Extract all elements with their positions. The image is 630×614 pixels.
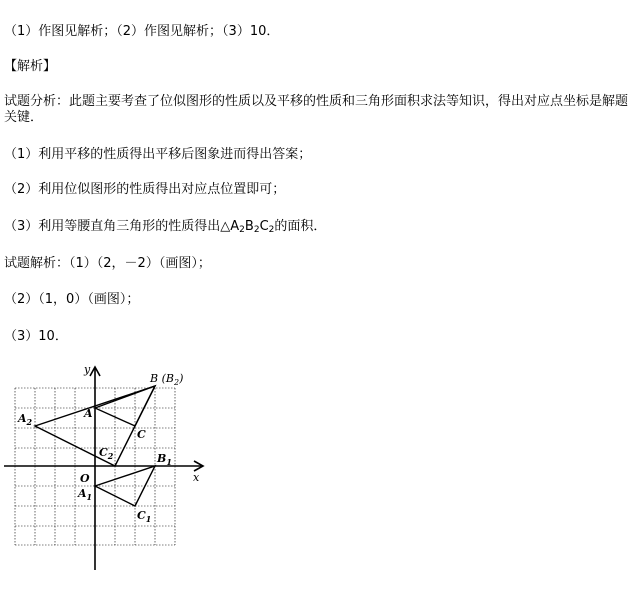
step-3 <box>4 219 326 238</box>
step-3-sub-b: 2 <box>253 225 260 235</box>
point-c1-label: $C_1$ <box>137 509 152 524</box>
point-c-label: C <box>137 428 146 441</box>
step-3-c: C <box>259 219 269 234</box>
point-a1-label: $A_1$ <box>78 487 93 502</box>
point-b1-label: $B_1$ <box>157 452 172 467</box>
solution-line-2: （2）（1，0）（画图）； <box>4 292 140 307</box>
step-3-suffix: 的面积． <box>274 219 327 234</box>
point-c2-label: $C_2$ <box>99 446 114 461</box>
step-3-sub-a: 2 <box>239 225 245 235</box>
solution-line-1: 试题解析：（1）（2，－2）（画图）； <box>4 256 211 271</box>
triangle-abc <box>95 386 155 426</box>
triangle-a1b1c1 <box>95 466 155 506</box>
x-axis-label: x <box>193 471 200 484</box>
y-axis-label: y <box>84 363 91 376</box>
step-1: （1）利用平移的性质得出平移后图象进而得出答案； <box>4 147 312 162</box>
point-a2-label: $A_2$ <box>18 412 33 427</box>
point-a-label: A <box>84 407 93 420</box>
section-header: 【解析】 <box>4 59 57 74</box>
step-3-sub-c: 2 <box>268 225 275 235</box>
step-3-b: B <box>244 219 254 234</box>
analysis-paragraph: 试题分析：此题主要考查了位似图形的性质以及平移的性质和三角形面积求法等知识，得出对应点坐标是解题关键． <box>4 94 629 125</box>
step-2: （2）利用位似图形的性质得出对应点位置即可； <box>4 182 286 197</box>
origin-label: O <box>80 472 90 485</box>
point-b-label: B $(B_2)$ <box>150 372 184 387</box>
step-3-prefix: （3）利用等腰直角三角形的性质得出△A <box>4 219 240 234</box>
axes <box>4 367 203 570</box>
answer-line: （1）作图见解析；（2）作图见解析；（3）10． <box>4 24 280 39</box>
coordinate-figure <box>0 360 240 580</box>
solution-line-3: （3）10． <box>4 329 68 344</box>
